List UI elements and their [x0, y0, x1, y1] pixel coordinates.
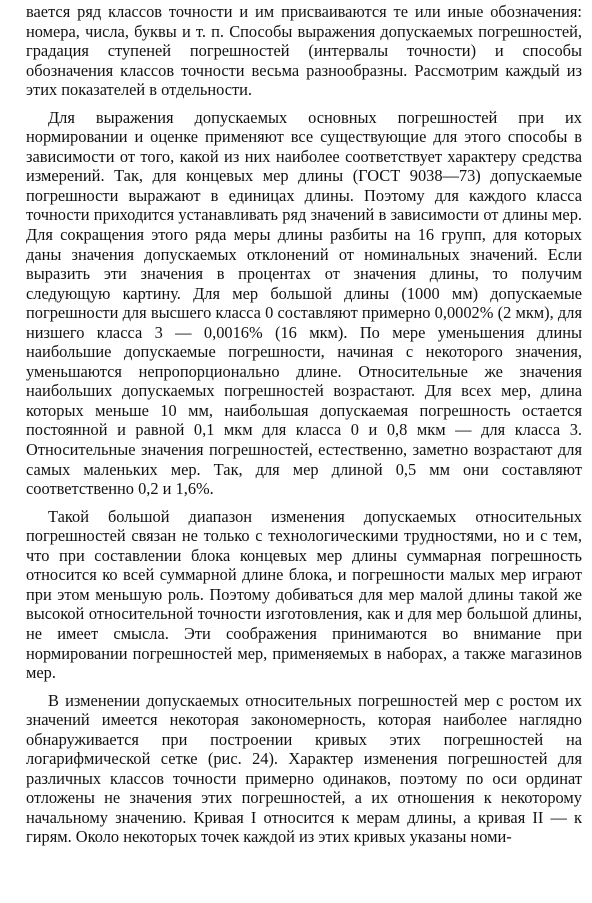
paragraph-log-curves: В изменении допускаемых относительных погрешностей мер с ростом их значений имеется некоторая закономерность, которая наиболее наглядно обнаруживается при построении кривых этих погрешностей на логарифмической сетке (рис. 24). Характер изменения погрешностей для различных классов точности примерно одинаков, поэтому по оси ординат отложены не значения этих погрешностей, а их отношения к некоторому начальному значению. Кривая I относится к мерам длины, а кривая II — к гирям. Около некоторых точек каждой из этих кривых указаны номи- — [26, 690, 582, 847]
paragraph-range-explanation: Такой большой диапазон изменения допускаемых относительных погрешностей связан не только с технологическими трудностями, но и с тем, что при составлении блока концевых мер длины суммарная погрешность относится ко всей суммарной длине блока, и погрешности малых мер играют при этом меньшую роль. Поэтому добиваться для мер малой длины такой же высокой относительной точности изготовления, как и для мер большой длины, не имеет смысла. Эти соображения принимаются во внимание при нормировании погрешностей мер, применяемых в наборах, а также магазинов мер. — [26, 506, 582, 683]
paragraph-length-measures: Для выражения допускаемых основных погрешностей при их нормировании и оценке применяют все существующие для этого способы в зависимости от того, какой из них наиболее соответствует характеру средства измерений. Так, для концевых мер длины (ГОСТ 9038—73) допускаемые погрешности выражают в единицах длины. Поэтому для каждого класса точности приходится устанавливать ряд значений в зависимости от длины мер. Для сокращения этого ряда меры длины разбиты на 16 групп, для которых даны значения допускаемых отклонений от номинальных значений. Если выразить эти значения в процентах от значения длины, то получим следующую картину. Для мер большой длины (1000 мм) допускаемые погрешности для высшего класса 0 составляют примерно 0,0002% (2 мкм), для низшего класса 3 — 0,0016% (16 мкм). По мере уменьшения длины наибольшие допускаемые погрешности, начиная с некоторого значения, уменьшаются непропорционально длине. Относительные же значения наибольших допускаемых погрешностей возрастают. Для всех мер, длина которых меньше 10 мм, наибольшая допускаемая погрешность остается постоянной и равной 0,1 мкм для класса 0 и 0,8 мкм — для класса 3. Относительные значения погрешностей, естественно, заметно возрастают для самых маленьких мер. Так, для мер длиной 0,5 мм они составляют соответственно 0,2 и 1,6%. — [26, 107, 582, 499]
document-page — [26, 2, 582, 847]
paragraph-continuation: вается ряд классов точности и им присваиваются те или иные обозначения: номера, числа, буквы и т. п. Способы выражения допускаемых погрешностей, градация ступеней погрешностей (интервалы точности) и способы обозначения классов точности весьма разнообразны. Рассмотрим каждый из этих показателей в отдельности. — [26, 2, 582, 100]
